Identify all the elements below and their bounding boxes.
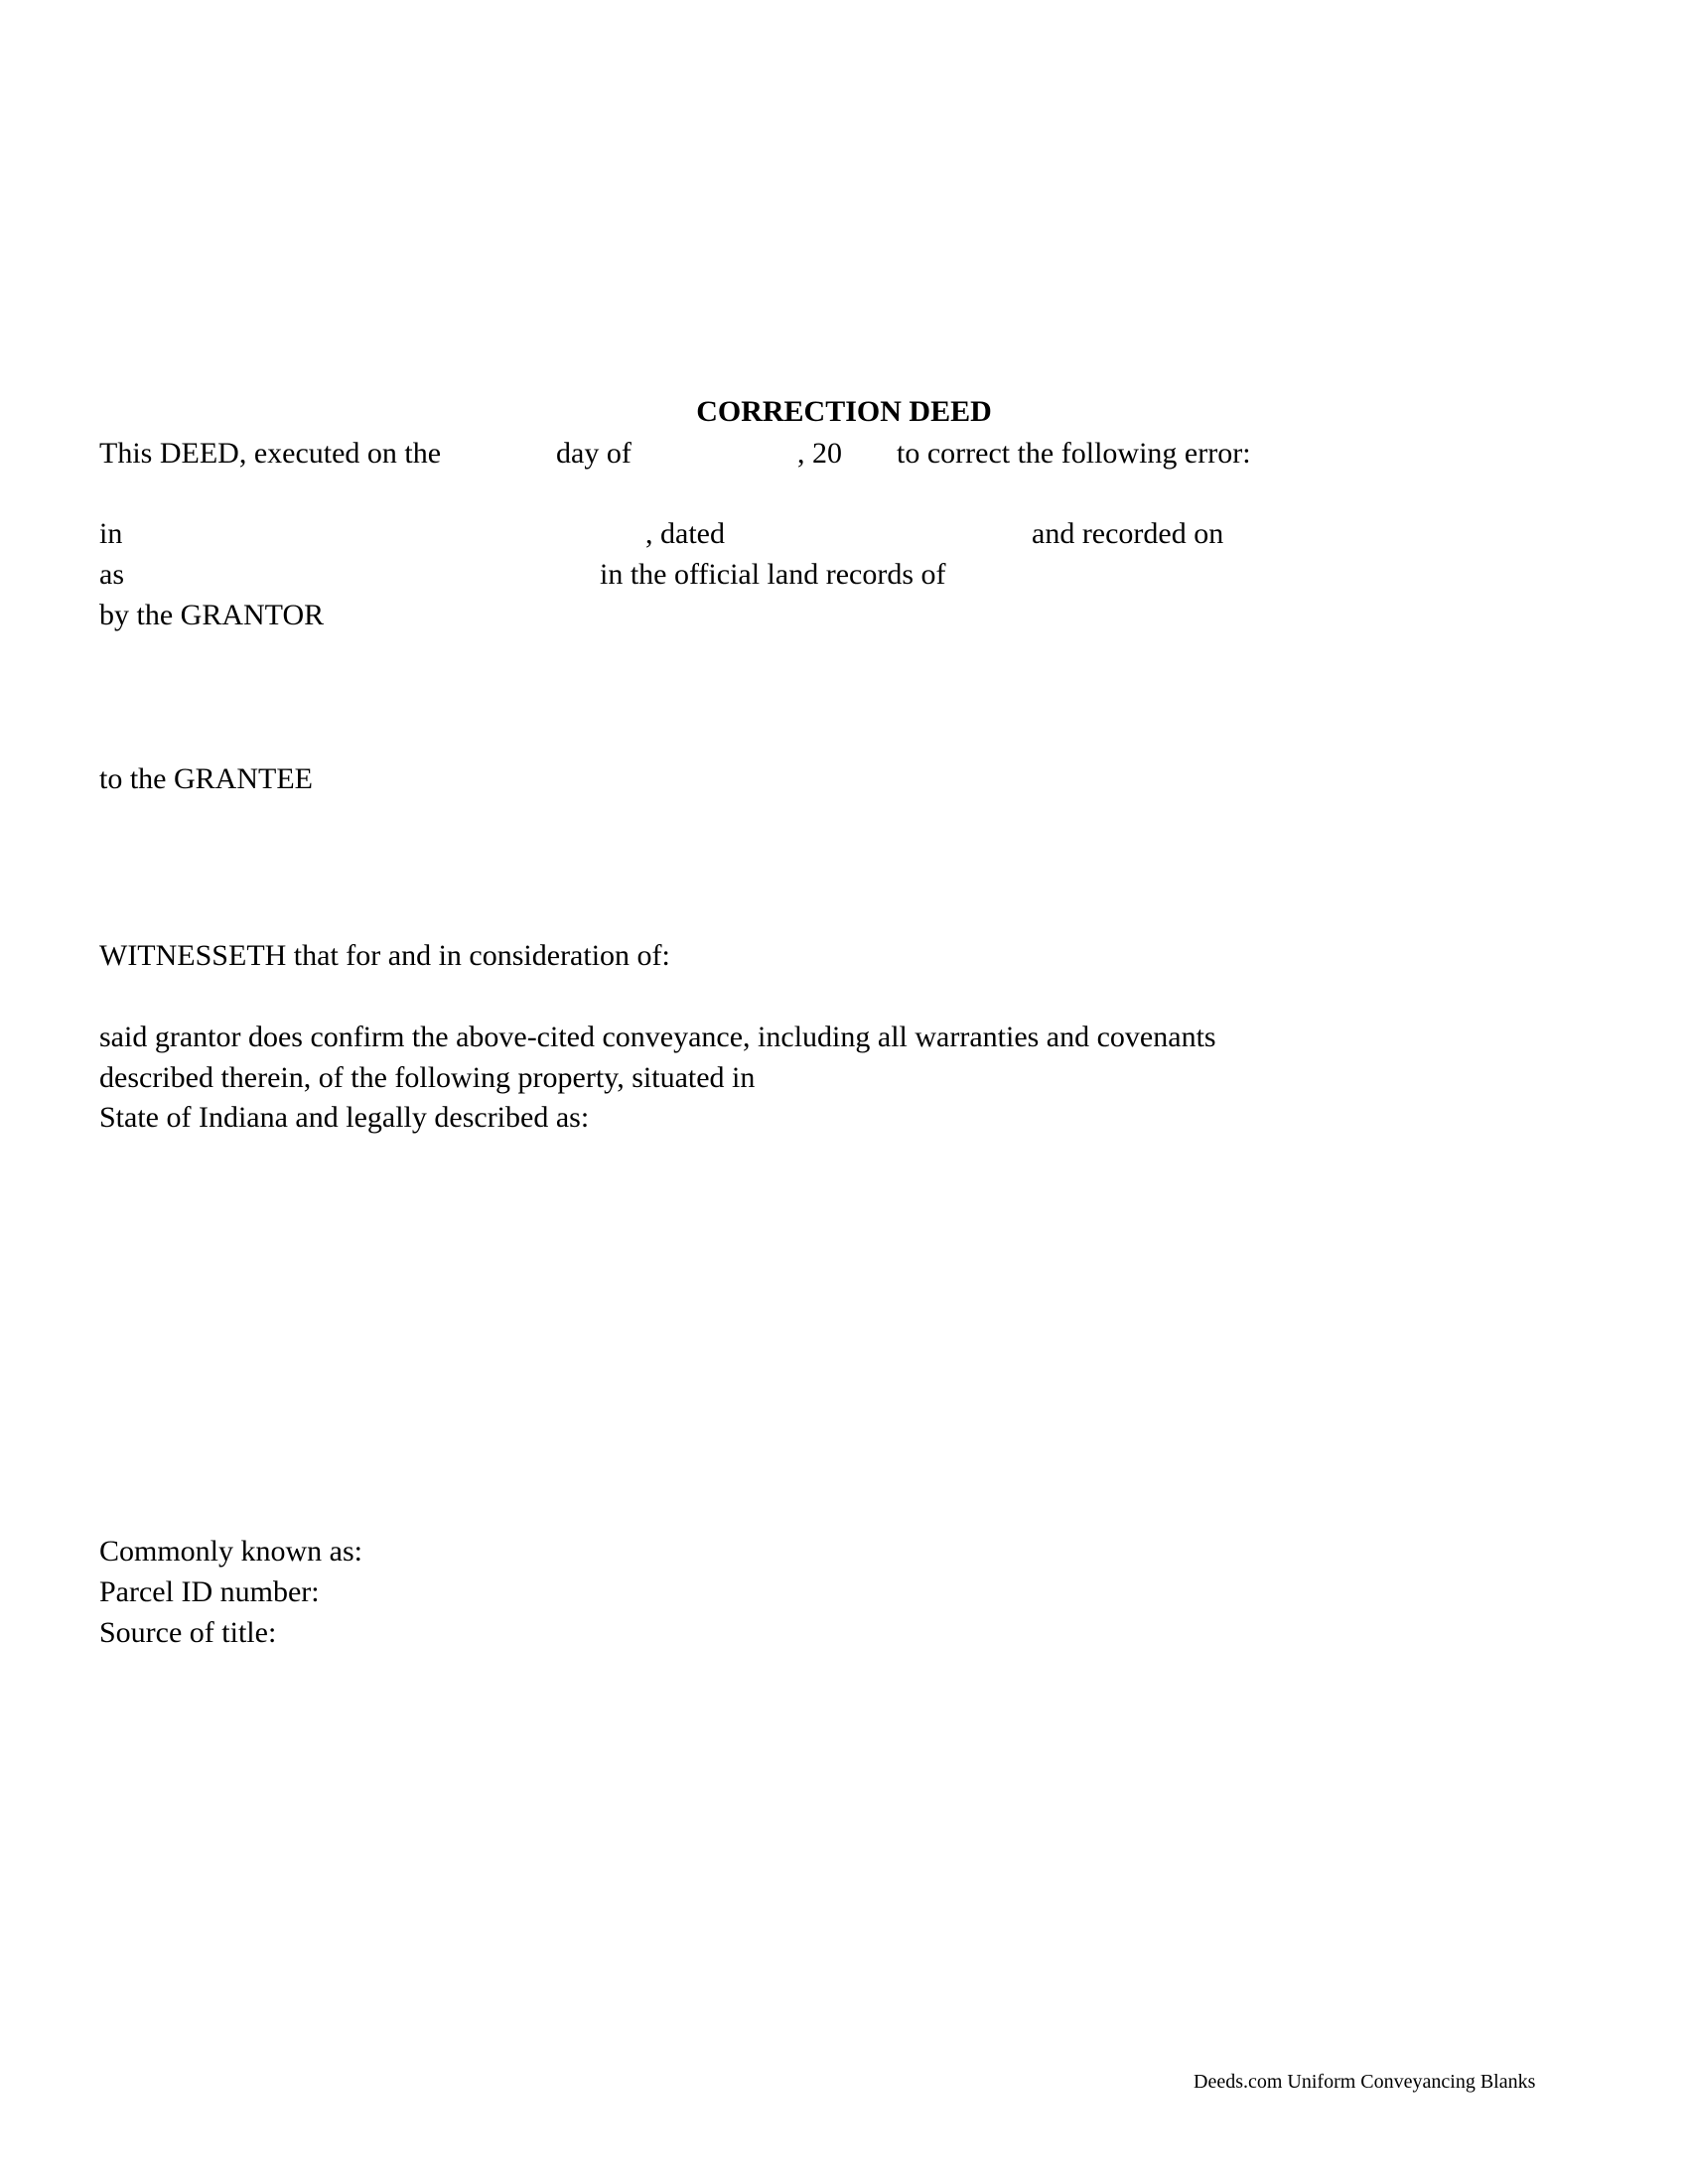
source-of-title-label: Source of title: [99, 1616, 277, 1649]
document-title: CORRECTION DEED [696, 395, 992, 428]
footer-text: Deeds.com Uniform Conveyancing Blanks [1194, 2071, 1536, 2093]
witnesseth-text: WITNESSETH that for and in consideration of: [99, 939, 670, 972]
day-of-text: day of [556, 437, 632, 470]
grantor-label: by the GRANTOR [99, 599, 325, 631]
in-text: in [99, 517, 123, 550]
parcel-id-label: Parcel ID number: [99, 1575, 320, 1608]
as-text: as [99, 558, 124, 591]
correct-error-text: to correct the following error: [897, 437, 1251, 470]
confirm-line: described therein, of the following property, situated in [99, 1061, 756, 1094]
recorded-on-text: and recorded on [1032, 517, 1224, 550]
commonly-known-label: Commonly known as: [99, 1535, 363, 1568]
executed-on-text: This DEED, executed on the [99, 437, 442, 470]
grantee-label: to the GRANTEE [99, 762, 313, 795]
land-records-text: in the official land records of [600, 558, 946, 591]
confirm-line: said grantor does confirm the above-cited conveyance, including all warranties and covenants [99, 1021, 1216, 1053]
year-prefix-text: , 20 [797, 437, 842, 470]
dated-text: , dated [645, 517, 725, 550]
confirm-line: State of Indiana and legally described as: [99, 1101, 590, 1134]
